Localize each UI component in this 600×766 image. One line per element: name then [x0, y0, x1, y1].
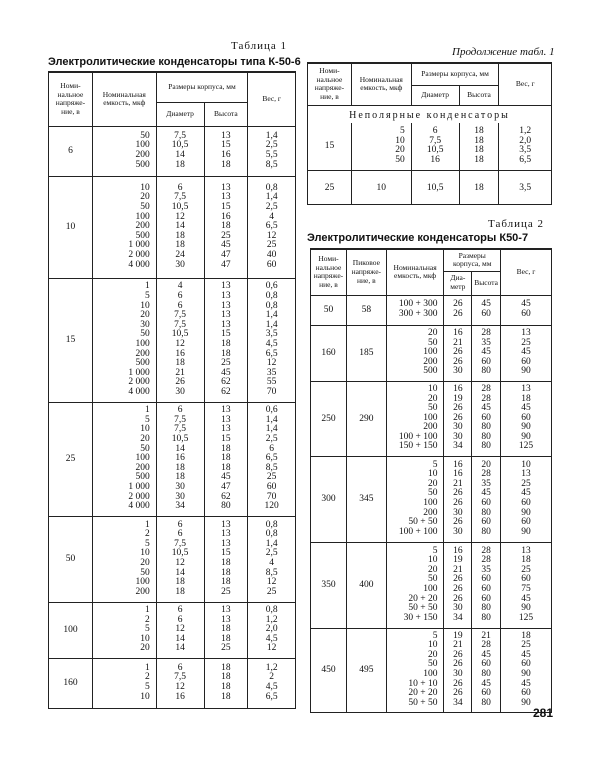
col-capacity-header: Номинальная емкость, мкф	[386, 249, 444, 295]
voltage-cell: 10	[49, 176, 93, 278]
diameter-cell: 6 7,5 7,5 10,5 14 16 18 18 30 30 34	[171, 405, 189, 512]
table1-group	[49, 402, 296, 516]
voltage-cell: 50	[311, 295, 347, 325]
col-height-header: Высота	[204, 102, 248, 126]
table1	[48, 71, 296, 709]
weight-cell: 0,6 1,4 1,4 2,5 6 6,5 8,5 25 60 70 120	[264, 405, 279, 512]
table2-group	[311, 295, 552, 325]
weight-cell: 13 18 45 60 90 90 125	[518, 383, 534, 452]
diameter-cell: 16 19 26 26 30 30 34	[453, 383, 463, 452]
table2-group	[311, 381, 552, 456]
diameter-cell: 19 21 26 26 30 26 26 34	[453, 630, 463, 708]
weight-cell: 3,5	[499, 171, 552, 205]
peak-cell: 345	[346, 456, 386, 542]
voltage-cell: 250	[311, 381, 347, 456]
height-cell: 20 28 35 45 60 80 60 80	[481, 459, 491, 537]
col-diameter-header: Диаметр	[156, 102, 204, 126]
diameter-cell: 16 21 26 26 30	[453, 328, 463, 377]
table2-group	[311, 456, 552, 542]
table1-continuation-group	[308, 123, 552, 171]
weight-cell: 10 13 25 45 60 90 60 90	[521, 459, 531, 537]
voltage-cell: 160	[311, 325, 347, 381]
capacity-cell: 1 2 5 10	[140, 662, 150, 702]
page-number: 281	[533, 706, 554, 720]
capacity-cell: 5 10 20 50 100 200 50 + 50 100 + 100	[398, 459, 438, 537]
capacity-cell: 5 10 20 50 100 20 + 20 50 + 50 30 + 150	[403, 545, 438, 623]
capacity-cell: 5 10 20 50	[395, 126, 405, 165]
voltage-cell: 25	[49, 402, 93, 516]
capacity-cell: 20 50 100 200 500	[423, 328, 438, 377]
col-peak-header: Пиковое напряже-ние, в	[346, 249, 386, 295]
height-cell: 28 35 45 60 80	[481, 328, 491, 377]
capacity-cell: 10 20 50 100 200 500 1 000 2 000 4 000	[128, 182, 150, 270]
table1-group	[49, 658, 296, 708]
weight-cell: 1,2 2,0 3,5 6,5	[519, 126, 532, 165]
col-voltage-header: Номи-нальное напряже-ние, в	[311, 249, 347, 295]
col-capacity-header: Номинальная емкость, мкф	[351, 63, 411, 105]
capacity-cell: 1 5 10 20 50 100 200 500 1 000 2 000 4 000	[128, 405, 150, 512]
height-cell: 13 13 13 13 13 15 18 18 25 45 62 62	[221, 281, 231, 397]
col-size-header: Размеры корпуса, мм	[411, 63, 499, 85]
diameter-cell: 26 26	[453, 299, 463, 319]
diameter-cell: 10,5	[411, 171, 459, 205]
diameter-cell: 16 16 21 26 26 30 26 30	[453, 459, 463, 537]
height-cell: 18	[459, 171, 499, 205]
capacity-cell: 10	[351, 171, 411, 205]
height-cell: 13 15 16 18	[221, 130, 231, 170]
table1-caption: Таблица 1	[231, 40, 288, 52]
height-cell: 18 18 18 18	[474, 126, 484, 165]
table1-group	[49, 278, 296, 402]
diameter-cell: 6 6 7,5 10,5 12 14 18 18	[171, 519, 189, 597]
table1-continuation-group	[308, 171, 552, 205]
table1-group	[49, 602, 296, 658]
capacity-cell: 1 5 10 20 30 50 100 200 500 1 000 2 000 4 000	[128, 281, 150, 397]
table2-group	[311, 542, 552, 628]
col-weight-header: Вес, г	[248, 72, 296, 126]
table1-group	[49, 126, 296, 176]
height-cell: 13 13 13 15 18 18 18 25	[221, 519, 231, 597]
peak-cell: 290	[346, 381, 386, 456]
weight-cell: 45 60	[521, 299, 531, 319]
col-weight-header: Вес, г	[500, 249, 551, 295]
col-height-header: Высота	[472, 271, 501, 295]
capacity-cell: 50 100 200 500	[135, 130, 150, 170]
weight-cell: 0,8 1,4 2,5 4 6,5 12 25 40 60	[265, 182, 278, 270]
diameter-cell: 6 7,5 10,5 16	[426, 126, 444, 165]
col-diameter-header: Диаметр	[411, 85, 459, 105]
col-weight-header: Вес, г	[499, 63, 552, 105]
voltage-cell: 300	[311, 456, 347, 542]
voltage-cell: 450	[311, 628, 347, 712]
weight-cell: 0,8 0,8 1,4 2,5 4 8,5 12 25	[265, 519, 278, 597]
weight-cell: 0,8 1,2 2,0 4,5 12	[265, 605, 278, 654]
weight-cell: 18 25 45 60 90 45 60 90	[521, 630, 531, 708]
diameter-cell: 4 6 6 7,5 7,5 10,5 12 16 18 21 26 30	[171, 281, 189, 397]
height-cell: 28 28 35 60 60 60 80 80	[481, 545, 491, 623]
voltage-cell: 25	[308, 171, 352, 205]
nonpolar-subheader: Неполярные конденсаторы	[308, 105, 552, 123]
height-cell: 28 28 45 60 80 80 80	[481, 383, 491, 452]
capacity-cell: 1 2 5 10 20	[140, 605, 150, 654]
table1-group	[49, 516, 296, 602]
peak-cell: 185	[346, 325, 386, 381]
col-size-header: Размеры корпуса, мм	[156, 72, 248, 102]
table2-group	[311, 628, 552, 712]
peak-cell: 400	[346, 542, 386, 628]
voltage-cell: 160	[49, 658, 93, 708]
voltage-cell: 50	[49, 516, 93, 602]
diameter-cell: 6 7,5 10,5 12 14 18 18 24 30	[171, 182, 189, 270]
table1-title: Электролитические конденсаторы типа К-50-6	[48, 56, 301, 68]
weight-cell: 1,4 2,5 5,5 8,5	[265, 130, 278, 170]
height-cell: 13 13 15 16 18 25 45 47 47	[221, 182, 231, 270]
height-cell: 45 60	[481, 299, 491, 319]
col-voltage-header: Номи-нальное напряже-ние, в	[49, 72, 93, 126]
weight-cell: 13 18 25 60 75 45 90 125	[518, 545, 534, 623]
col-capacity-header: Номинальная емкость, мкф	[92, 72, 156, 126]
voltage-cell: 350	[311, 542, 347, 628]
table2	[310, 248, 552, 713]
voltage-cell: 15	[49, 278, 93, 402]
table2-group	[311, 325, 552, 381]
height-cell: 13 13 18 18 25	[221, 605, 231, 654]
table1-group	[49, 176, 296, 278]
diameter-cell: 6 7,5 12 16	[174, 662, 187, 702]
diameter-cell: 7,5 10,5 14 18	[171, 130, 189, 170]
table1-continuation-caption: Продолжение табл. 1	[452, 46, 555, 58]
diameter-cell: 6 6 12 14 14	[175, 605, 185, 654]
col-height-header: Высота	[459, 85, 499, 105]
table2-title: Электролитические конденсаторы К50-7	[307, 232, 529, 244]
table2-caption: Таблица 2	[488, 218, 545, 230]
capacity-cell: 100 + 300 300 + 300	[398, 299, 438, 319]
height-cell: 21 28 45 60 80 45 60 80	[481, 630, 491, 708]
voltage-cell: 15	[308, 123, 352, 171]
capacity-cell: 5 10 20 50 100 10 + 10 20 + 20 50 + 50	[408, 630, 438, 708]
capacity-cell: 10 20 50 100 200 100 + 100 150 + 150	[398, 383, 438, 452]
peak-cell: 58	[346, 295, 386, 325]
height-cell: 18 18 18 18	[221, 662, 231, 702]
table1-continuation	[307, 62, 552, 205]
capacity-cell: 1 2 5 10 20 50 100 200	[135, 519, 150, 597]
voltage-cell: 6	[49, 126, 93, 176]
height-cell: 13 13 13 15 18 18 18 45 47 62 80	[221, 405, 231, 512]
col-voltage-header: Номи-нальное напряже-ние, в	[308, 63, 352, 105]
voltage-cell: 100	[49, 602, 93, 658]
col-size-header: Размеры корпуса, мм	[444, 249, 500, 271]
weight-cell: 13 25 45 60 90	[521, 328, 531, 377]
col-diameter-header: Диа-метр	[444, 271, 472, 295]
weight-cell: 1,2 2 4,5 6,5	[265, 662, 278, 702]
peak-cell: 495	[346, 628, 386, 712]
diameter-cell: 16 19 21 26 26 26 30 34	[453, 545, 463, 623]
weight-cell: 0,6 0,8 0,8 1,4 1,4 3,5 4,5 6,5 12 35 55 70	[265, 281, 278, 397]
